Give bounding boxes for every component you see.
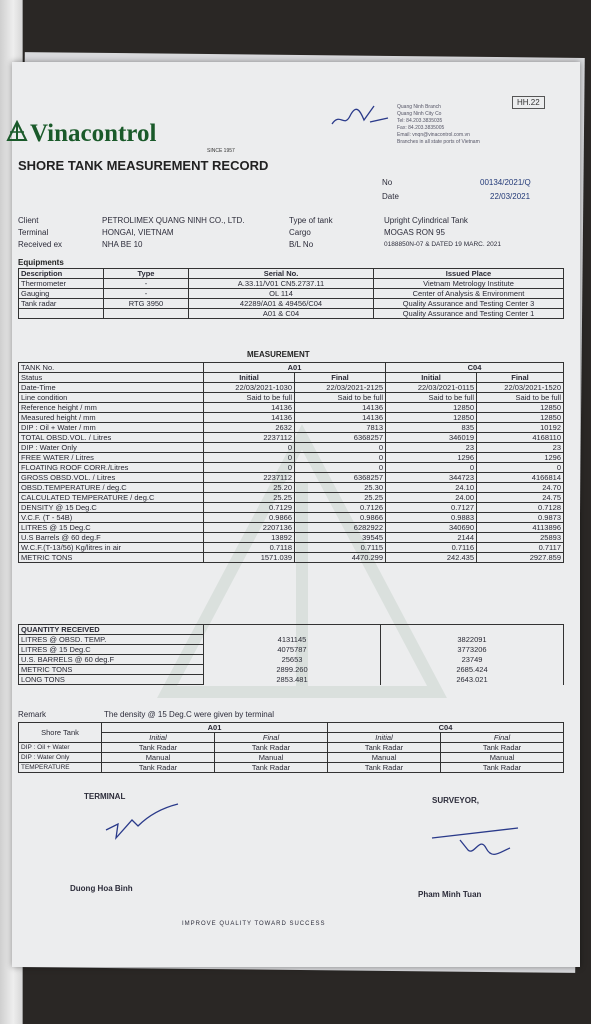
measurement-row [19,483,564,493]
measurement-value: 0.7116 [386,543,477,553]
record-date-value: 22/03/2021 [490,192,531,201]
method-value: Tank Radar [328,763,441,773]
bl-no-label: B/L No [289,240,314,249]
tank-type-label: Type of tank [289,216,333,225]
measurement-row-label: DENSITY @ 15 Deg.C [19,503,204,513]
measurement-row-label: Line condition [19,393,204,403]
measurement-value: 6368257 [295,433,386,443]
quantity-row-label: LITRES @ OBSD. TEMP. [19,635,204,645]
equip-cell: Quality Assurance and Testing Center 3 [374,299,564,309]
status-label: Status [19,373,204,383]
vinacontrol-logo-icon [6,120,28,142]
received-ex-label: Received ex [18,240,63,249]
measurement-value: 0.7129 [204,503,295,513]
record-no-value: 00134/2021/Q [480,178,531,187]
method-value: Tank Radar [215,743,328,753]
measurement-row [19,523,564,533]
measurement-value: 0 [295,453,386,463]
measurement-row-label: LITRES @ 15 Deg.C [19,523,204,533]
measurement-value: 12850 [477,413,564,423]
method-row [19,743,564,753]
measurement-value: 2207136 [204,523,295,533]
terminal-signature [102,802,182,842]
client-label: Client [18,216,39,225]
equip-cell: RTG 3950 [104,299,189,309]
measurement-value: 14136 [204,403,295,413]
quantity-row [19,645,564,655]
method-status: Initial [102,733,215,743]
measurement-row [19,493,564,503]
measurement-value: 0.9866 [204,513,295,523]
method-row-label: TEMPERATURE [19,763,102,773]
equip-cell: Thermometer [19,279,104,289]
terminal-label: Terminal [18,228,49,237]
tank-no-label: TANK No. [19,363,204,373]
equipment-title: Equipments [18,258,64,267]
measurement-table [18,362,564,563]
measurement-row-label: GROSS OBSD.VOL. / Litres [19,473,204,483]
measurement-value: 39545 [295,533,386,543]
since-label: SINCE 1957 [207,148,235,154]
measurement-value: 2144 [386,533,477,543]
measurement-value: 25.20 [204,483,295,493]
measurement-value: 4168110 [477,433,564,443]
form-code: HH.22 [512,96,545,109]
measurement-value: 22/03/2021-1030 [204,383,295,393]
measurement-value: 340690 [386,523,477,533]
method-row-label: DIP : Water Only [19,753,102,763]
record-date-label: Date [382,192,399,201]
measurement-row [19,543,564,553]
measurement-value: 12850 [477,403,564,413]
measurement-value: 22/03/2021-2125 [295,383,386,393]
measurement-value: 0.7118 [204,543,295,553]
measurement-row [19,453,564,463]
measurement-value: 0 [204,453,295,463]
measurement-value: 7813 [295,423,386,433]
measurement-row [19,383,564,393]
quantity-value: 4075787 [204,645,381,655]
measurement-row [19,503,564,513]
terminal-signature-label: TERMINAL [84,792,126,801]
method-value: Manual [102,753,215,763]
tank-a01-header: A01 [204,363,386,373]
surveyor-signature [430,822,520,862]
document-title: SHORE TANK MEASUREMENT RECORD [18,158,269,173]
measurement-row [19,433,564,443]
method-value: Tank Radar [328,743,441,753]
equip-cell: Vietnam Metrology Institute [374,279,564,289]
quantity-value: 23749 [381,655,564,665]
measurement-row-label: Measured height / mm [19,413,204,423]
equip-cell: 42289/A01 & 49456/C04 [189,299,374,309]
equip-cell: Quality Assurance and Testing Center 1 [374,309,564,319]
measurement-value: 0.7126 [295,503,386,513]
measurement-value: 0.9866 [295,513,386,523]
measurement-value: 4470.299 [295,553,386,563]
measurement-value: Said to be full [386,393,477,403]
measurement-value: 2632 [204,423,295,433]
measurement-row-label: W.C.F.(T-13/56) Kg/litres in air [19,543,204,553]
quantity-value: 2853.481 [204,675,381,685]
measurement-row [19,393,564,403]
measurement-row [19,473,564,483]
method-value: Tank Radar [102,743,215,753]
measurement-value: 14136 [295,403,386,413]
measurement-value: 2237112 [204,473,295,483]
measurement-title: MEASUREMENT [247,350,310,359]
measurement-value: 4113896 [477,523,564,533]
measurement-value: 0 [386,463,477,473]
remark-text: The density @ 15 Deg.C were given by terminal [104,710,274,719]
method-value: Tank Radar [441,743,564,753]
measurement-value: 14136 [204,413,295,423]
measurement-value: 2237112 [204,433,295,443]
header-signature [330,102,390,132]
measurement-row-label: FREE WATER / Litres [19,453,204,463]
measurement-value: 22/03/2021-0115 [386,383,477,393]
measurement-value: 22/03/2021-1520 [477,383,564,393]
quantity-received-table [18,624,564,685]
equip-cell: - [104,289,189,299]
measurement-value: 14136 [295,413,386,423]
measurement-value: Said to be full [295,393,386,403]
terminal-signer-name: Duong Hoa Binh [70,884,133,893]
measurement-value: 0.9883 [386,513,477,523]
method-status: Initial [328,733,441,743]
measurement-value: 25893 [477,533,564,543]
equip-cell: - [104,279,189,289]
tank-type-value: Upright Cylindrical Tank [384,216,468,225]
record-no-label: No [382,178,393,187]
method-status: Final [215,733,328,743]
equip-cell [19,309,104,319]
equip-header-issued: Issued Place [374,269,564,279]
method-row [19,763,564,773]
shore-tank-label: Shore Tank [19,723,102,743]
quantity-received-title: QUANTITY RECEIVED [19,625,204,635]
method-value: Manual [441,753,564,763]
measurement-row-label: FLOATING ROOF CORR./Litres [19,463,204,473]
measurement-row [19,403,564,413]
measurement-row [19,513,564,523]
measurement-value: 344723 [386,473,477,483]
method-value: Tank Radar [102,763,215,773]
method-value: Manual [328,753,441,763]
method-table [18,722,564,773]
method-row-label: DIP : Oil + Water [19,743,102,753]
quantity-value: 3822091 [381,635,564,645]
measurement-value: 24.00 [386,493,477,503]
measurement-value: Said to be full [204,393,295,403]
measurement-value: 23 [386,443,477,453]
measurement-value: 25.25 [295,493,386,503]
quantity-row-label: LONG TONS [19,675,204,685]
status-cell: Final [295,373,386,383]
measurement-row-label: TOTAL OBSD.VOL. / Litres [19,433,204,443]
measurement-row-label: V.C.F. (T - 54B) [19,513,204,523]
measurement-value: 0 [477,463,564,473]
measurement-value: 0 [295,463,386,473]
measurement-value: 25.25 [204,493,295,503]
measurement-value: 835 [386,423,477,433]
tank-c04-header: C04 [386,363,564,373]
cargo-label: Cargo [289,228,311,237]
quantity-row-label: METRIC TONS [19,665,204,675]
measurement-row [19,553,564,563]
measurement-row [19,423,564,433]
equip-cell [104,309,189,319]
measurement-value: 0.7128 [477,503,564,513]
equipment-table [18,268,564,319]
remark-label: Remark [18,710,47,719]
method-value: Tank Radar [441,763,564,773]
method-tank-a01: A01 [102,723,328,733]
bl-no-value: 0188850N-07 & DATED 19 MARC. 2021 [384,241,501,248]
branch-address: Quang Ninh Branch Quang Ninh City Co Tel: 84.203.3835035 Fax: 84.203.3835005 Email: vnqn@vinacontrol.com.vn Branches in all state ports of Vietnam [397,104,480,145]
measurement-value: 0.7117 [477,543,564,553]
method-value: Tank Radar [215,763,328,773]
measurement-value: 1296 [477,453,564,463]
measurement-value: 25.30 [295,483,386,493]
equip-cell: A.33.11/V01 CN5.2737.11 [189,279,374,289]
measurement-value: 0.9873 [477,513,564,523]
measurement-row-label: DIP : Oil + Water / mm [19,423,204,433]
measurement-value: 0 [295,443,386,453]
quantity-value: 2685.424 [381,665,564,675]
measurement-value: 0 [204,463,295,473]
quantity-value: 2899.260 [204,665,381,675]
measurement-value: 13892 [204,533,295,543]
method-tank-c04: C04 [328,723,564,733]
quantity-value: 4131145 [204,635,381,645]
quantity-row [19,675,564,685]
measurement-row-label: OBSD.TEMPERATURE / deg.C [19,483,204,493]
measurement-value: 0 [204,443,295,453]
measurement-value: 0.7115 [295,543,386,553]
measurement-row [19,533,564,543]
surveyor-signature-label: SURVEYOR, [432,796,479,805]
measurement-value: 346019 [386,433,477,443]
measurement-row [19,463,564,473]
equip-cell: Center of Analysis & Environment [374,289,564,299]
measurement-row-label: CALCULATED TEMPERATURE / deg.C [19,493,204,503]
equip-header-description: Description [19,269,104,279]
equip-cell: Tank radar [19,299,104,309]
received-ex-value: NHA BE 10 [102,240,143,249]
status-cell: Initial [204,373,295,383]
surveyor-signer-name: Pham Minh Tuan [418,890,482,899]
cargo-value: MOGAS RON 95 [384,228,445,237]
equip-cell: A01 & C04 [189,309,374,319]
measurement-row [19,413,564,423]
quantity-row [19,635,564,645]
document-sheet [12,62,580,967]
status-cell: Final [477,373,564,383]
measurement-value: 24.10 [386,483,477,493]
client-value: PETROLIMEX QUANG NINH CO., LTD. [102,216,245,225]
measurement-value: 24.75 [477,493,564,503]
measurement-row-label: DIP : Water Only [19,443,204,453]
measurement-value: 4166814 [477,473,564,483]
measurement-value: 10192 [477,423,564,433]
measurement-value: Said to be full [477,393,564,403]
method-value: Manual [215,753,328,763]
measurement-value: 12850 [386,403,477,413]
quantity-value: 25653 [204,655,381,665]
equip-cell: Gauging [19,289,104,299]
measurement-value: 6282922 [295,523,386,533]
measurement-row-label: Reference height / mm [19,403,204,413]
measurement-row-label: Date-Time [19,383,204,393]
terminal-value: HONGAI, VIETNAM [102,228,174,237]
measurement-value: 6368257 [295,473,386,483]
status-cell: Initial [386,373,477,383]
measurement-value: 12850 [386,413,477,423]
measurement-value: 23 [477,443,564,453]
quantity-row-label: U.S. BARRELS @ 60 deg.F [19,655,204,665]
measurement-row-label: METRIC TONS [19,553,204,563]
measurement-value: 24.70 [477,483,564,493]
measurement-value: 2927.859 [477,553,564,563]
measurement-row-label: U.S Barrels @ 60 deg.F [19,533,204,543]
footer-slogan: IMPROVE QUALITY TOWARD SUCCESS [182,921,326,927]
measurement-value: 242.435 [386,553,477,563]
equip-cell: OL 114 [189,289,374,299]
quantity-row [19,665,564,675]
equip-header-serial: Serial No. [189,269,374,279]
quantity-row-label: LITRES @ 15 Deg.C [19,645,204,655]
equip-header-type: Type [104,269,189,279]
quantity-value: 3773206 [381,645,564,655]
measurement-row [19,443,564,453]
method-row [19,753,564,763]
measurement-value: 0.7127 [386,503,477,513]
quantity-row [19,655,564,665]
quantity-value: 2643.021 [381,675,564,685]
company-logo-text: Vinacontrol [30,120,157,147]
measurement-value: 1571.039 [204,553,295,563]
method-status: Final [441,733,564,743]
measurement-value: 1296 [386,453,477,463]
